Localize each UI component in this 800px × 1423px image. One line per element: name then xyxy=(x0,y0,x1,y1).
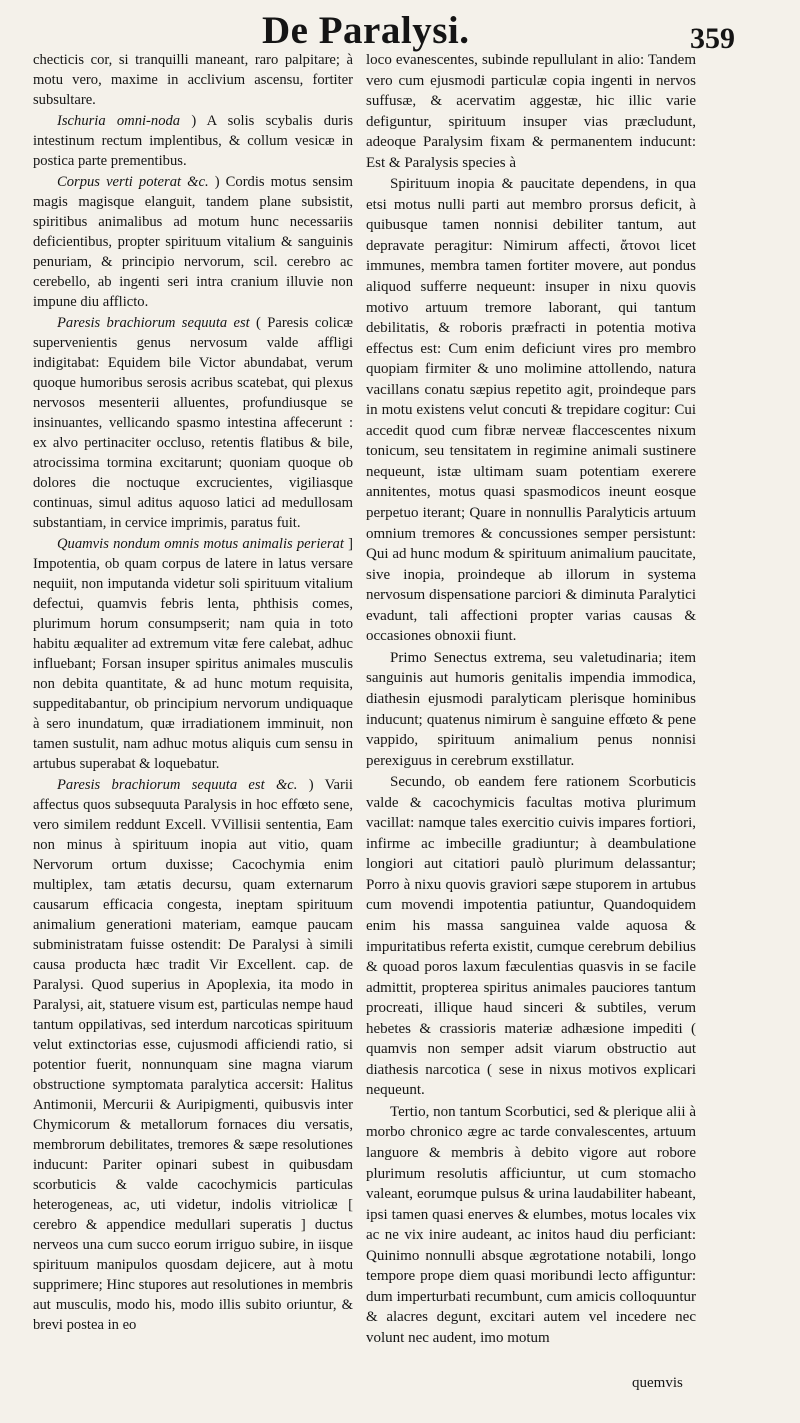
running-title: De Paralysi. xyxy=(262,9,470,52)
page-number: 359 xyxy=(690,22,735,55)
commentary-lemma: Corpus verti poterat &c. xyxy=(57,174,209,190)
paragraph-text: ) Varii affectus quos subsequuta Paralysis in hoc effœto sene, vero similem reddunt Excell. VVillisii sententia, Eam non minus à spirituum inopia aut vitio, quam Nervorum ortum duxisse; Cacochymia enim multiplex, tam ætatis decursu, quam externarum causarum efficacia congesta, ineptam spirituum animalium generationi materiam, eamque paucam subministratam fuisse ostendit: De Paralysi à simili causa producta hæc tradit Vir Excellent. cap. de Paralysi. Quod superius in Apoplexia, ita modo in Paralysi, ait, statuere visum est, particulas nempe haud tantum oppilativas, sed interdum narcoticas spirituum velut extinctorias esse, cujusmodi afficiendi ratio, si potentior fuerit, nonnunquam sine magna viarum obstructione symptomata paralytica accersit: Halitus Antimonii, Mercurii & Auripigmenti, quibusvis inter Chymicorum & metallorum fornaces diu versatis, membrorum debilitates, tremores & sæpe resolutiones inducunt: Pariter opinari subest in quibusdam scorbuticis & valde cacochymicis particulas heterogeneas, ac, uti videtur, indolis vitriolicæ [ cerebro & appendice medullari superatis ] ductus nerveos una cum succo eorum irriguo subire, in iisque spirituum manipulos quosdam dejicere, aut à motu supprimere; Hinc stupores aut resolutiones in membris aut musculis, modo his, modo illis subito oriuntur, & brevi postea in eo xyxy=(33,777,353,1333)
paragraph xyxy=(366,174,696,647)
paragraph xyxy=(33,313,353,533)
catchword: quemvis xyxy=(632,1375,683,1391)
commentary-lemma: Quamvis nondum omnis motus animalis perierat xyxy=(57,536,344,552)
paragraph-text: ] Impotentia, ob quam corpus de latere in latus versare nequiit, non imputanda videtur soli spirituum vitalium defectui, quamvis febris lenta, phthisis comes, plurimum horum consumpserit; nam quia in toto habitu æqualiter ad extremum vitæ fere calebat, adhuc influebant; Forsan insuper spiritus animales musculis non debita quantitate, & ad hunc motum requisita, suppeditabantur, ob principium nervorum undiquaque à sero inundatum, quæ irradiationem imminuit, non tamen sustulit, nam adhuc motus aliquis cum sensu in artubus superabat & loquebatur. xyxy=(33,536,353,772)
right-text-column xyxy=(366,50,696,1348)
commentary-lemma: Paresis brachiorum sequuta est &c. xyxy=(57,777,298,793)
paragraph xyxy=(366,1102,696,1349)
paragraph-text: Primo Senectus extrema, seu valetudinaria; item sanguinis aut humoris genitalis impendia immodica, diathesin ejusmodi paralyticam plerisque hominibus inducunt; quatenus nimirum è sanguine effœto & pene vappido, spirituum animalium penus nonnisi perexiguus in cerebrum exstillatur. xyxy=(366,649,696,769)
paragraph xyxy=(33,534,353,774)
paragraph xyxy=(33,50,353,110)
paragraph xyxy=(33,172,353,312)
paragraph xyxy=(366,772,696,1101)
paragraph-text: Spirituum inopia & paucitate dependens, in qua etsi motus nulli parti aut membro prorsus deficit, à quibusque tamen nonnisi debiliter tantum, aut depravate peragitur: Nimirum affecti, ἄτονοι licet immunes, membra tamen fortiter movere, aut pondus aliquod sufferre nequeunt: insuper in nixu quovis motivo artuum tremore laborant, qui tantum debilitatis, & roboris præfracti in potentia motiva effectus est: Cum enim deficiunt vires pro membro quopiam firmiter & uno molimine attollendo, natura vacillans conatu sæpius repetito agit, proindeque pars in motu existens velut concuti & trepidare cogitur: Cui accedit quod cum fibræ nerveæ flaccescentes nixum tonicum, seu tensitatem in regimine animali sustinere nequeunt, istæ ultimam suam potentiam exerere annitentes, motus quasi spasmodicos ineunt eosque perpetuo iterant; Quare in nonnullis Paralyticis artuum omnium tremores & concussiones semper persistunt: Qui ad hunc modum & spirituum animalium paucitate, sive inopia, proindeque ab illorum in systema nervosum dispensatione parciori & diminuta Paralytici evadunt, tali affectioni propter varias causas & occasiones obnoxii fiunt. xyxy=(366,176,696,645)
paragraph-text: loco evanescentes, subinde repullulant in alio: Tandem vero cum ejusmodi particulæ copia ingenti in nervos suffusæ, & acervatim aggestæ, hic illic varie defiguntur, spirituum insuper vias præcludunt, adeoque Paralysim fixam & permanentem inducunt: Est & Paralysis species à xyxy=(366,52,696,171)
paragraph xyxy=(366,50,696,173)
commentary-lemma: Ischuria omni-noda xyxy=(57,113,181,129)
paragraph-text: Secundo, ob eandem fere rationem Scorbuticis valde & cacochymicis facultas motiva plurimum vacillat: namque tales exercitio cuivis impares fortiori, infirme ac imbecille gradiuntur; à deambulatione longiori aut citatiori paulò plurimum delassantur; Porro à nixu quovis graviori sæpe stuporem in artubus cum movendi impotentia patiuntur, Quandoquidem enim his massa sanguinea valde aquosa & impuritatibus referta existit, cumque cerebrum debilius & quoad poros laxum fæculentias quasvis in se facile admittit, propterea spiritus animales pauciores tantum procreati, illique haud sinceri & subtiles, verum hebetes & crassioris materiæ adhæsione impediti ( quamvis non semper adsit viarum obstructio aut diathesis narcotica ( sese in nixus motivos explicari nequeunt. xyxy=(366,774,696,1099)
paragraph-text: Tertio, non tantum Scorbutici, sed & plerique alii à morbo chronico ægre ac tarde convalescentes, artuum languore & membris à debito vigore aut robore plurimum resolutis afficiuntur, ut cum stomacho valeant, eorumque pulsus & urina laudabiliter habeant, ipsi tamen quasi enerves & elumbes, motus locales vix ac ne vix inire audeant, ac initos haud diu perficiant: Quinimo nonnulli absque ægrotatione notabili, longo tempore prope diem quasi moribundi lecto affiguntur: dum imperturbati recumbunt, cum amicis colloquuntur & alacres degunt, excitari autem vel incedere nec volunt nec audent, imo motum xyxy=(366,1103,696,1346)
commentary-lemma: Paresis brachiorum sequuta est xyxy=(57,315,250,331)
paragraph-text: ) A solis scybalis duris intestinum rectum implentibus, & collum vesicæ in postica parte prementibus. xyxy=(33,113,353,169)
paragraph xyxy=(33,775,353,1335)
left-text-column xyxy=(33,50,353,1335)
paragraph-text: ( Paresis colicæ supervenientis genus nervosum valde affligi indigitabat: Equidem bile Victor abundabat, verum quoque humoribus serosis acribus scatebat, qui plexus nervosos mesenterii alluentes, profundiusque se insinuantes, vellicando spasmo intestina affecerunt : ex alvo pertinaciter occluso, retentis flatibus & bile, atrocissima tormina excitarunt; quoniam quoque ob dolores die noctuque excrucientes, vigiliasque continuas, simul aditus aquoso latici ad medullosam substantiam, in cervice imprimis, paratus fuit. xyxy=(33,315,353,531)
paragraph xyxy=(33,111,353,171)
paragraph-text: ) Cordis motus sensim magis magisque elanguit, tandem plane subsistit, spiritibus animalibus ad motum hunc necessariis deficientibus, propter spirituum vitalium & sanguinis penuriam, & principio nervorum, scil. cerebro ac cerebello, ab ingenti seri intra cranium illuvie non impune diu afflicto. xyxy=(33,174,353,310)
paragraph-text: checticis cor, si tranquilli maneant, raro palpitare; à motu vero, maxime in acclivium ascensu, fortiter subsultare. xyxy=(33,52,353,108)
paragraph xyxy=(366,648,696,771)
